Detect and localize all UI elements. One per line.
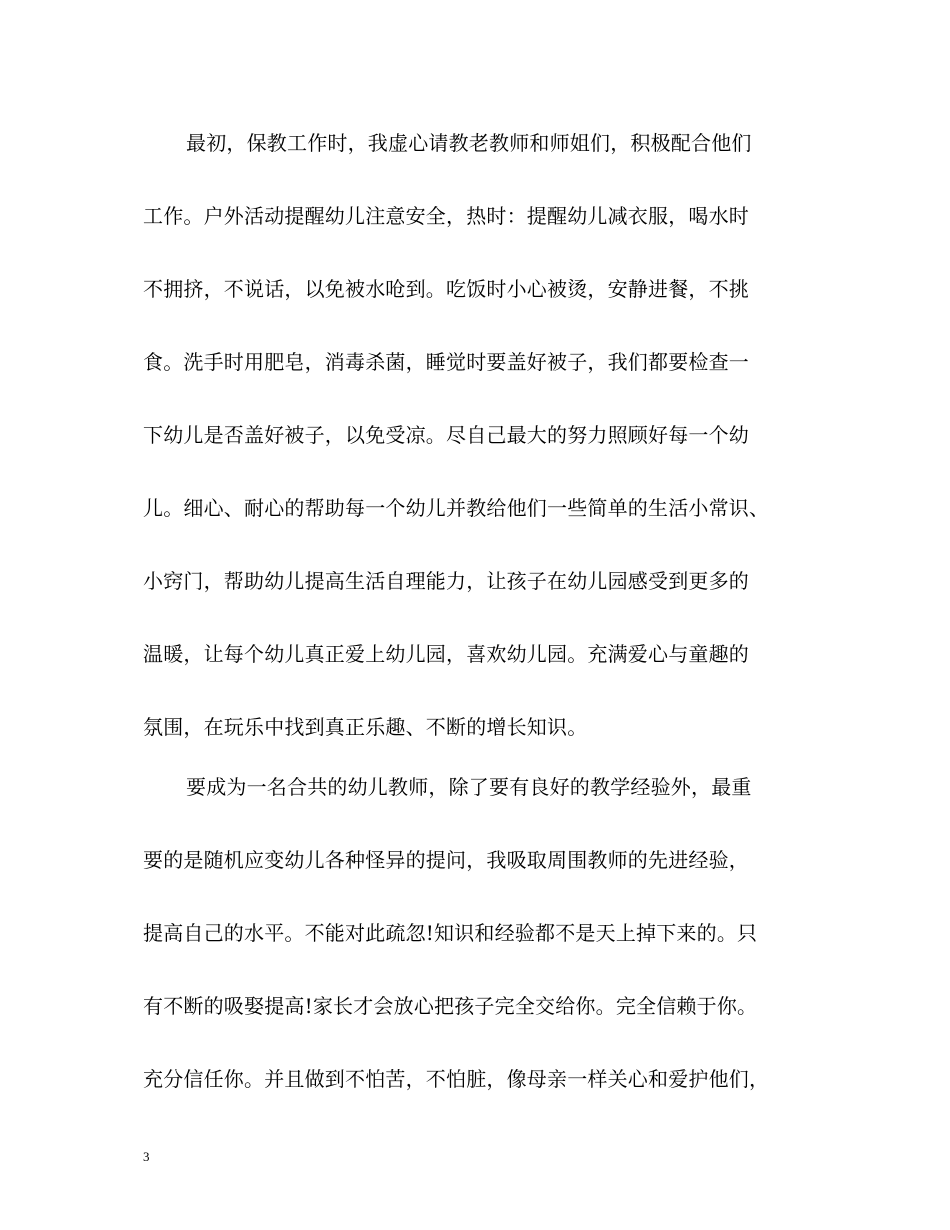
text-line: 儿。细心、耐心的帮助每一个幼儿并教给他们一些简单的生活小常识、 [143,496,770,520]
text-line: 工作。户外活动提醒幼儿注意安全，热时：提醒幼儿减衣服，喝水时 [143,204,749,228]
text-line: 小窍门，帮助幼儿提高生活自理能力，让孩子在幼儿园感受到更多的 [143,569,749,593]
text-line: 要成为一名合共的幼儿教师，除了要有良好的教学经验外，最重 [186,775,752,799]
text-line: 温暖，让每个幼儿真正爱上幼儿园，喜欢幼儿园。充满爱心与童趣的 [143,642,749,666]
text-line: 下幼儿是否盖好被子，以免受凉。尽自己最大的努力照顾好每一个幼 [143,423,749,447]
text-line: 食。洗手时用肥皂，消毒杀菌，睡觉时要盖好被子，我们都要检查一 [143,350,749,374]
page-number: 3 [143,1149,150,1164]
text-line: 最初，保教工作时，我虚心请教老教师和师姐们，积极配合他们 [186,131,752,155]
text-line: 氛围，在玩乐中找到真正乐趣、不断的增长知识。 [143,715,588,739]
text-line: 要的是随机应变幼儿各种怪异的提问，我吸取周围教师的先进经验， [143,848,749,872]
text-line: 不拥挤，不说话，以免被水呛到。吃饭时小心被烫，安静进餐，不挑 [143,277,749,301]
text-line: 有不断的吸娶提高!家长才会放心把孩子完全交给你。完全信赖于你。 [143,994,758,1018]
text-line: 提高自己的水平。不能对此疏忽!知识和经验都不是天上掉下来的。只 [143,921,758,945]
text-line: 充分信任你。并且做到不怕苦，不怕脏，像母亲一样关心和爱护他们， [143,1067,770,1091]
